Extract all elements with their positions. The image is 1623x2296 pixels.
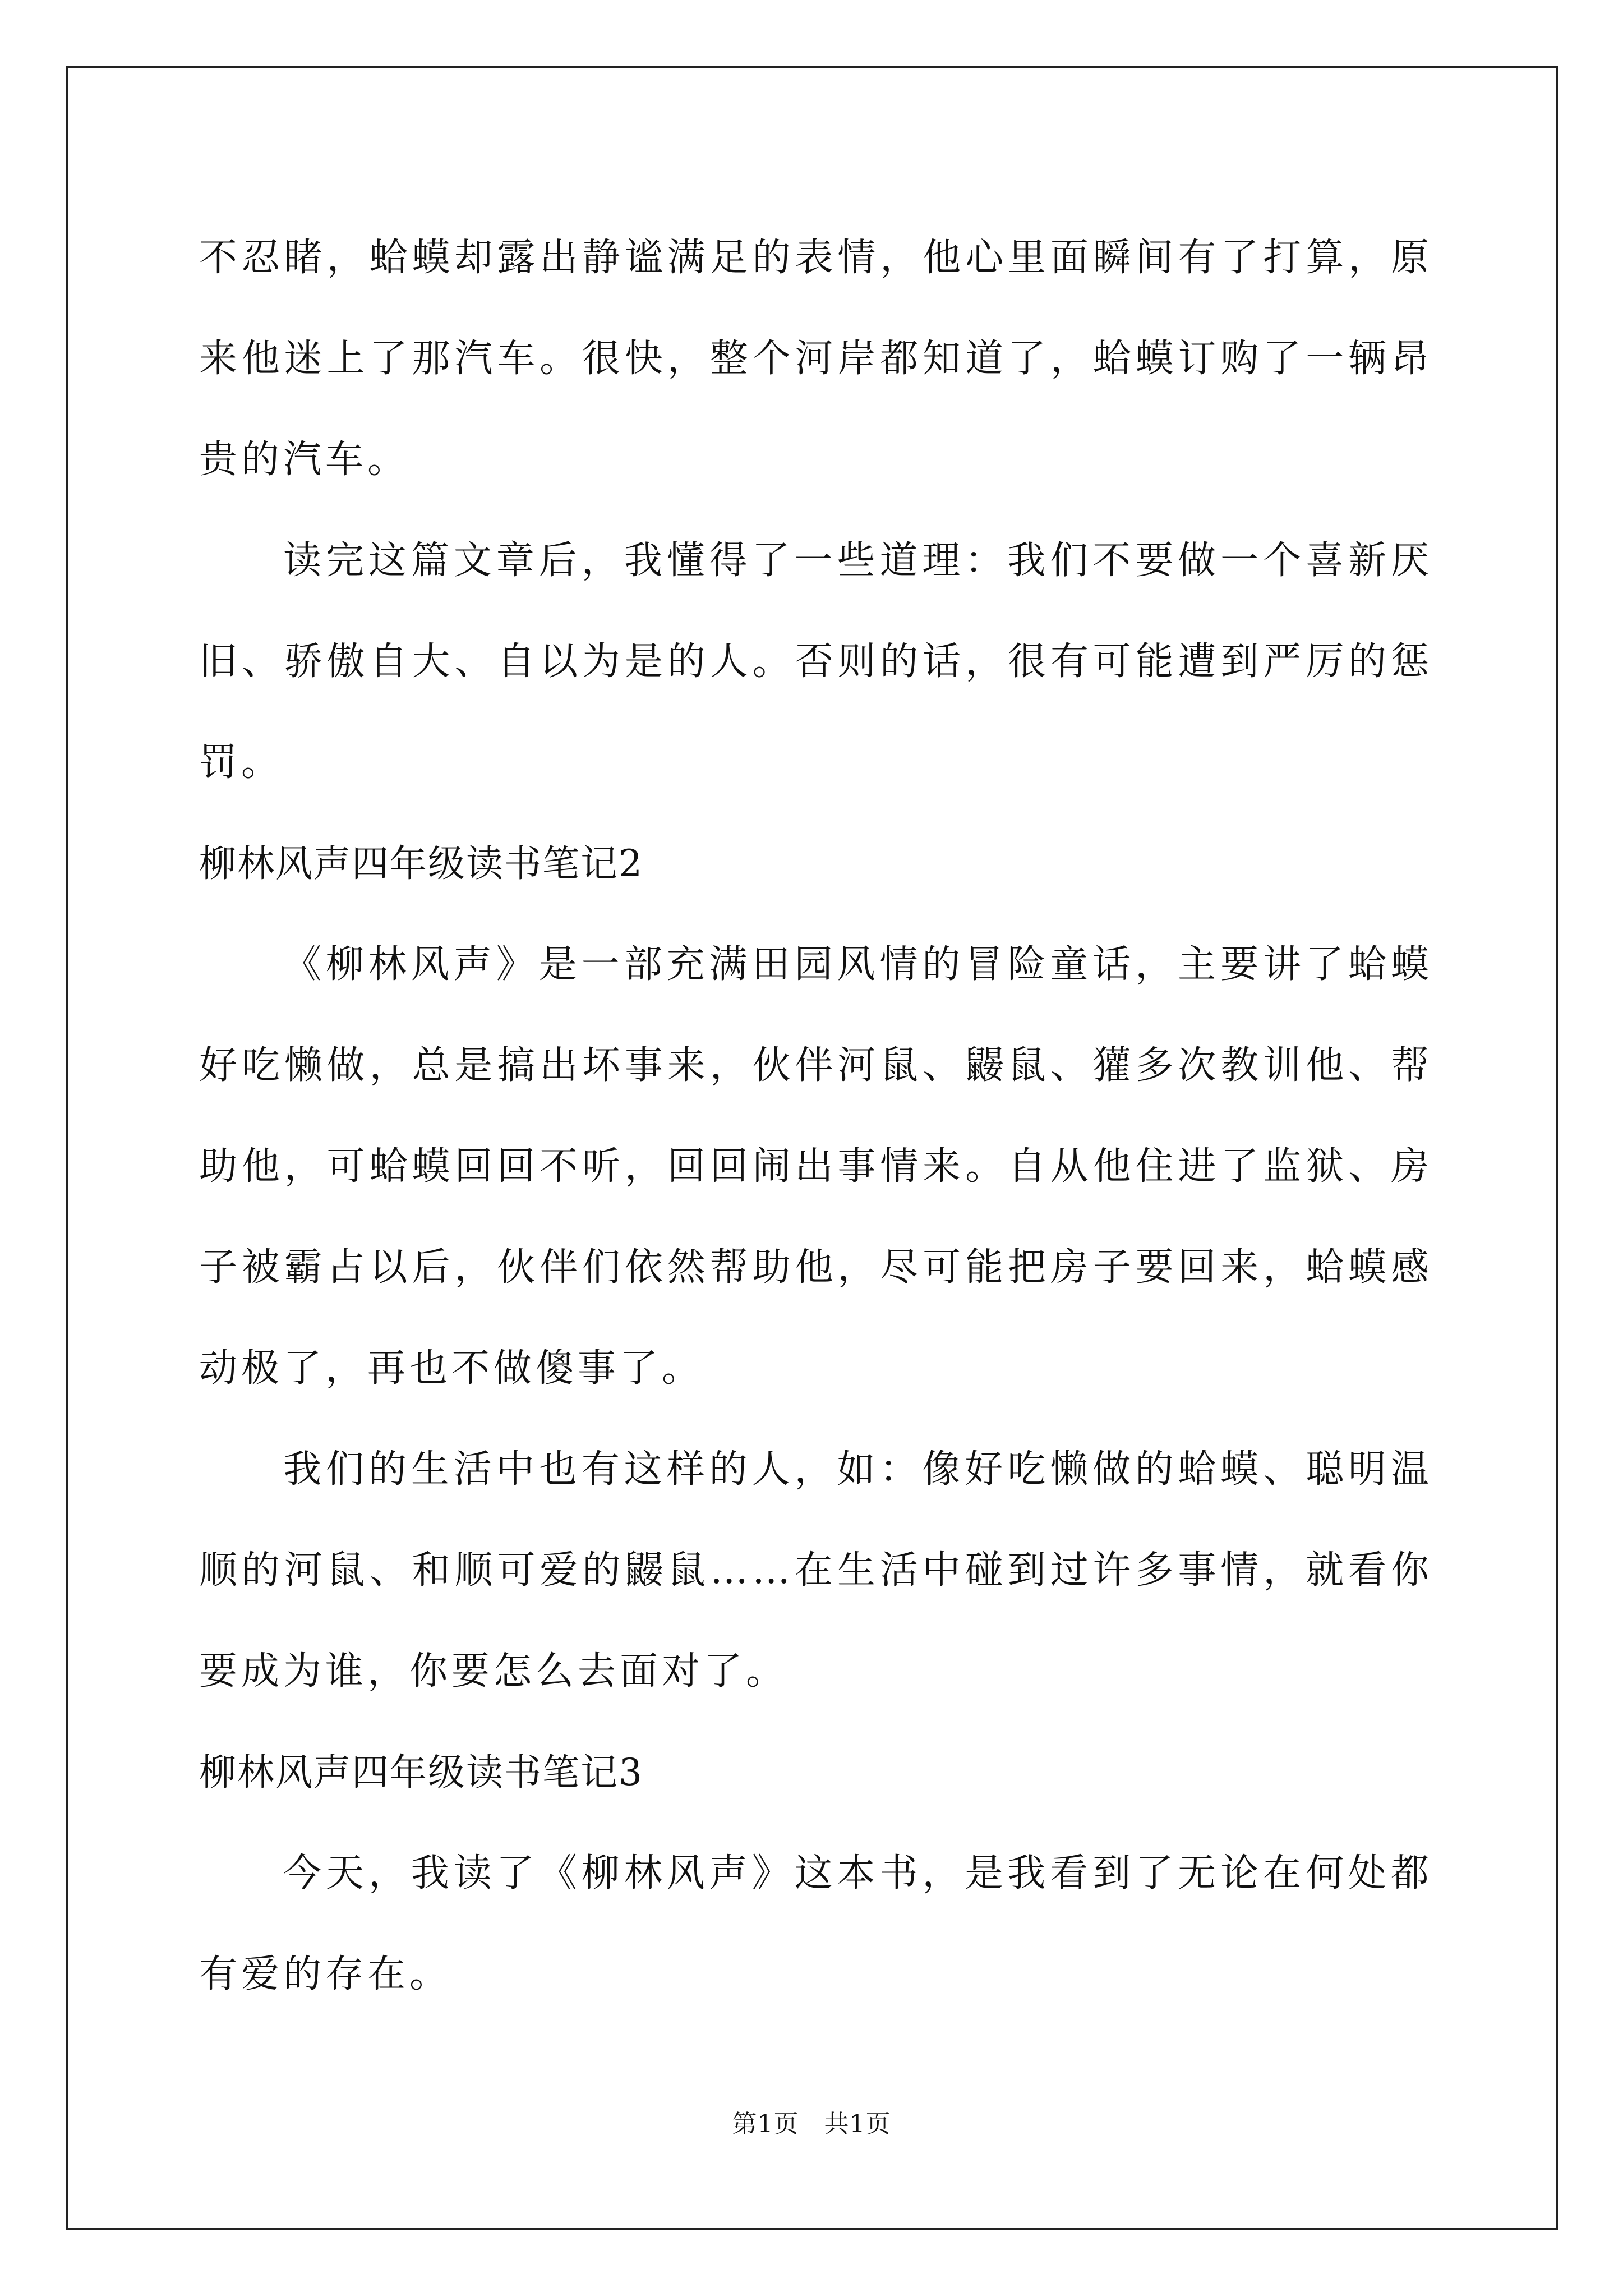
paragraph: 《柳林风声》是一部充满田园风情的冒险童话，主要讲了蛤蟆好吃懒做，总是搞出坏事来，伙伴河鼠、鼹鼠、獾多次教训他、帮助他，可蛤蟆回回不听，回回闹出事情来。自从他住进了监狱、房子被霸占以后，伙伴们依然帮助他，尽可能把房子要回来，蛤蟆感动极了，再也不做傻事了。 (199, 942, 1433, 1391)
section-heading: 柳林风声四年级读书笔记3 (199, 1751, 643, 1794)
paragraph: 读完这篇文章后，我懂得了一些道理：我们不要做一个喜新厌旧、骄傲自大、自以为是的人。否则的话，很有可能遭到严厉的惩罚。 (199, 539, 1433, 785)
paragraph: 不忍睹，蛤蟆却露出静谧满足的表情，他心里面瞬间有了打算，原来他迷上了那汽车。很快，整个河岸都知道了，蛤蟆订购了一辆昂贵的汽车。 (199, 236, 1433, 482)
page-footer: 第1页 共1页 (732, 2110, 891, 2138)
paragraph: 我们的生活中也有这样的人，如：像好吃懒做的蛤蟆、聪明温顺的河鼠、和顺可爱的鼹鼠……在生活中碰到过许多事情，就看你要成为谁，你要怎么去面对了。 (199, 1447, 1433, 1694)
section-heading: 柳林风声四年级读书笔记2 (199, 842, 643, 885)
document-body (199, 208, 1433, 2025)
paragraph: 今天，我读了《柳林风声》这本书，是我看到了无论在何处都有爱的存在。 (199, 1851, 1433, 1996)
